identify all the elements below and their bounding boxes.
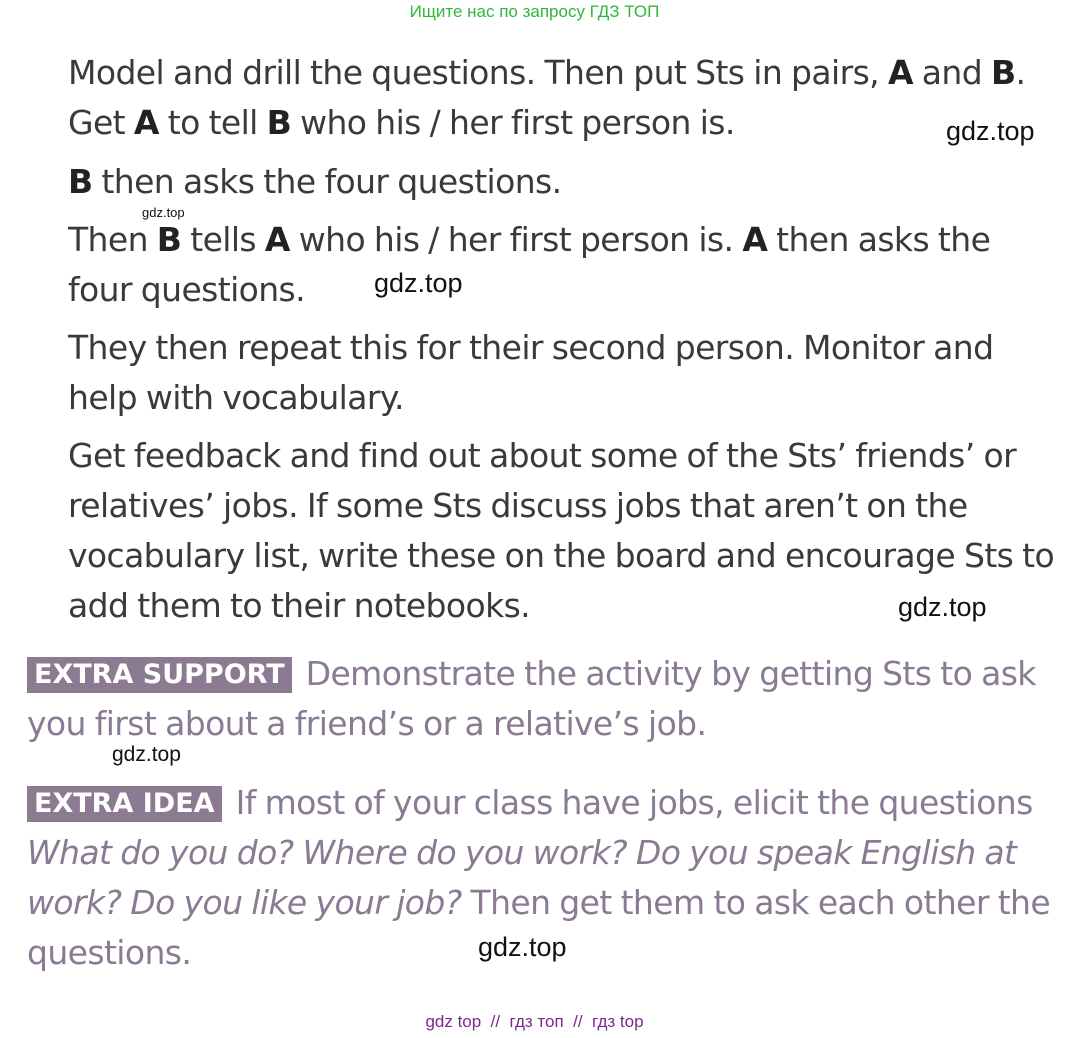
watermark: gdz.top (112, 743, 181, 766)
extra-support-tag: EXTRA SUPPORT (27, 657, 292, 693)
bold-letter: A (742, 220, 768, 259)
watermark: gdz.top (142, 205, 185, 220)
paragraph-repeat: They then repeat this for their second person. Monitor and help with vocabulary. (68, 328, 994, 417)
text-span: who his / her first person is. (291, 103, 735, 142)
paragraph-pairs-instructions (68, 48, 1058, 148)
footer-watermark: gdz top // гдз топ // гдз top (425, 1012, 644, 1031)
extra-idea-questions: What do you do? Where do you work? Do you speak English at work? Do you like your job? (27, 833, 1017, 922)
text-span: who his / her first person is. (289, 220, 743, 259)
extra-support-text: Demonstrate the activity by getting Sts to ask you first about a friend’s or a relative’s job. (27, 654, 1036, 743)
paragraph-b-asks (68, 157, 1058, 207)
watermark: gdz.top (478, 932, 567, 962)
bold-letter: B (266, 103, 292, 142)
extra-support-block (27, 649, 1057, 749)
text-span: then asks the four questions. (68, 220, 991, 309)
top-banner: Ищите нас по запросу ГДЗ ТОП (409, 2, 660, 21)
extra-idea-tag: EXTRA IDEA (27, 786, 222, 822)
text-span: and (912, 53, 991, 92)
watermark: gdz.top (374, 268, 463, 298)
extra-idea-text-end: Then get them to ask each other the questions. (27, 883, 1051, 972)
watermark: gdz.top (946, 116, 1035, 146)
bold-letter: B (990, 53, 1016, 92)
paragraph-b-tells (68, 215, 1058, 315)
text-span: Then (68, 220, 157, 259)
extra-idea-text: If most of your class have jobs, elicit the questions (235, 783, 1033, 822)
bold-letter: A (887, 53, 913, 92)
text-span: to tell (158, 103, 267, 142)
text-span: tells (181, 220, 265, 259)
bold-letter: A (264, 220, 290, 259)
watermark: gdz.top (898, 592, 987, 622)
bold-letter: B (156, 220, 182, 259)
paragraph-feedback: Get feedback and find out about some of the Sts’ friends’ or relatives’ jobs. If some Sts discuss jobs that aren’t on the vocabulary list, write these on the board and encourage Sts to add them to their notebooks. (68, 436, 1055, 625)
text-span: . Get (68, 53, 1026, 142)
text-span: then asks the four questions. (92, 162, 562, 201)
bold-letter: A (133, 103, 159, 142)
text-span: Model and drill the questions. Then put Sts in pairs, (68, 53, 888, 92)
bold-letter: B (68, 162, 93, 201)
